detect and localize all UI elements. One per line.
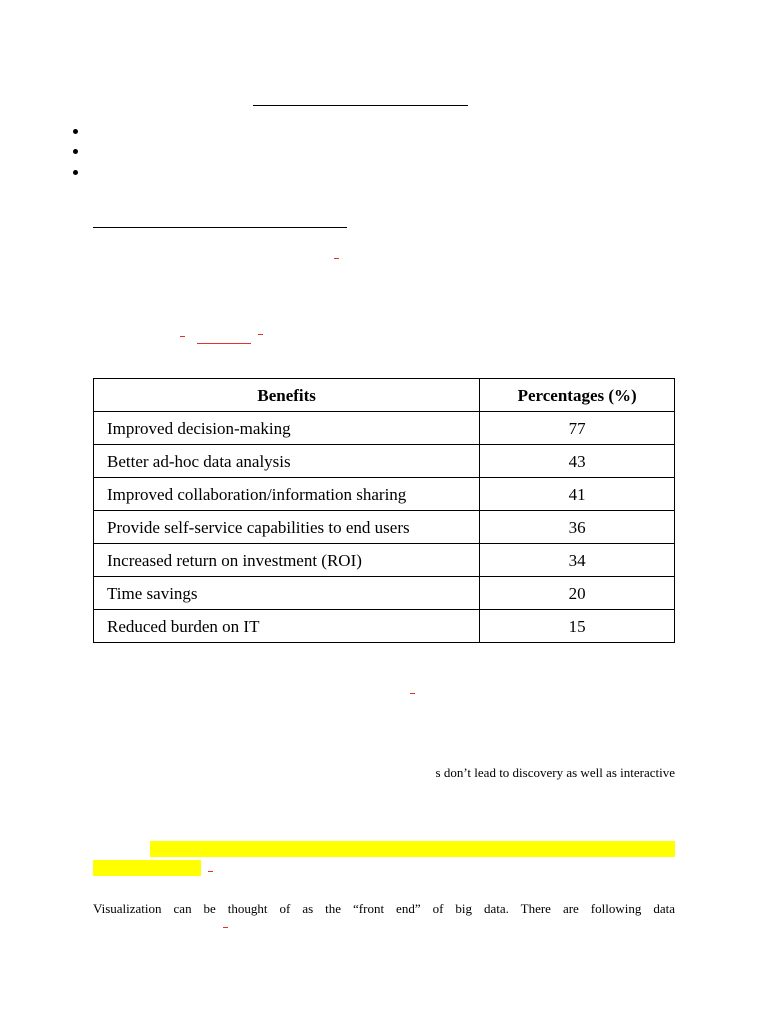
table-row xyxy=(94,577,675,610)
bullet-marker xyxy=(73,129,78,134)
percent-cell: 43 xyxy=(480,445,675,478)
benefit-cell: Time savings xyxy=(94,577,480,610)
table-row xyxy=(94,478,675,511)
benefit-cell: Increased return on investment (ROI) xyxy=(94,544,480,577)
revision-mark xyxy=(258,334,263,335)
table-header-row xyxy=(94,379,675,412)
revision-mark xyxy=(334,258,339,259)
table-header-percentages: Percentages (%) xyxy=(480,379,675,412)
benefit-cell: Reduced burden on IT xyxy=(94,610,480,643)
percent-cell: 34 xyxy=(480,544,675,577)
table-row xyxy=(94,445,675,478)
table-row xyxy=(94,511,675,544)
revision-mark xyxy=(180,336,185,337)
benefits-table xyxy=(93,378,675,643)
body-text-visualization: Visualization can be thought of as the “front end” of big data. There are following data xyxy=(93,901,675,916)
benefit-cell: Improved decision-making xyxy=(94,412,480,445)
table-row xyxy=(94,412,675,445)
percent-cell: 77 xyxy=(480,412,675,445)
benefit-cell: Improved collaboration/information sharing xyxy=(94,478,480,511)
table-row xyxy=(94,544,675,577)
bullet-marker xyxy=(73,149,78,154)
revision-mark xyxy=(410,693,415,694)
revision-mark xyxy=(208,871,213,872)
heading-underline xyxy=(253,105,468,106)
percent-cell: 36 xyxy=(480,511,675,544)
benefit-cell: Better ad-hoc data analysis xyxy=(94,445,480,478)
highlighted-text-block xyxy=(93,860,201,876)
bullet-marker xyxy=(73,170,78,175)
subheading-underline xyxy=(93,227,347,228)
percent-cell: 15 xyxy=(480,610,675,643)
table-header-benefits: Benefits xyxy=(94,379,480,412)
table-row xyxy=(94,610,675,643)
revision-mark xyxy=(197,343,251,344)
percent-cell: 41 xyxy=(480,478,675,511)
highlighted-text-block xyxy=(150,841,675,857)
body-text-fragment: s don’t lead to discovery as well as interactive xyxy=(435,765,675,780)
percent-cell: 20 xyxy=(480,577,675,610)
revision-mark xyxy=(223,927,228,928)
benefit-cell: Provide self-service capabilities to end users xyxy=(94,511,480,544)
